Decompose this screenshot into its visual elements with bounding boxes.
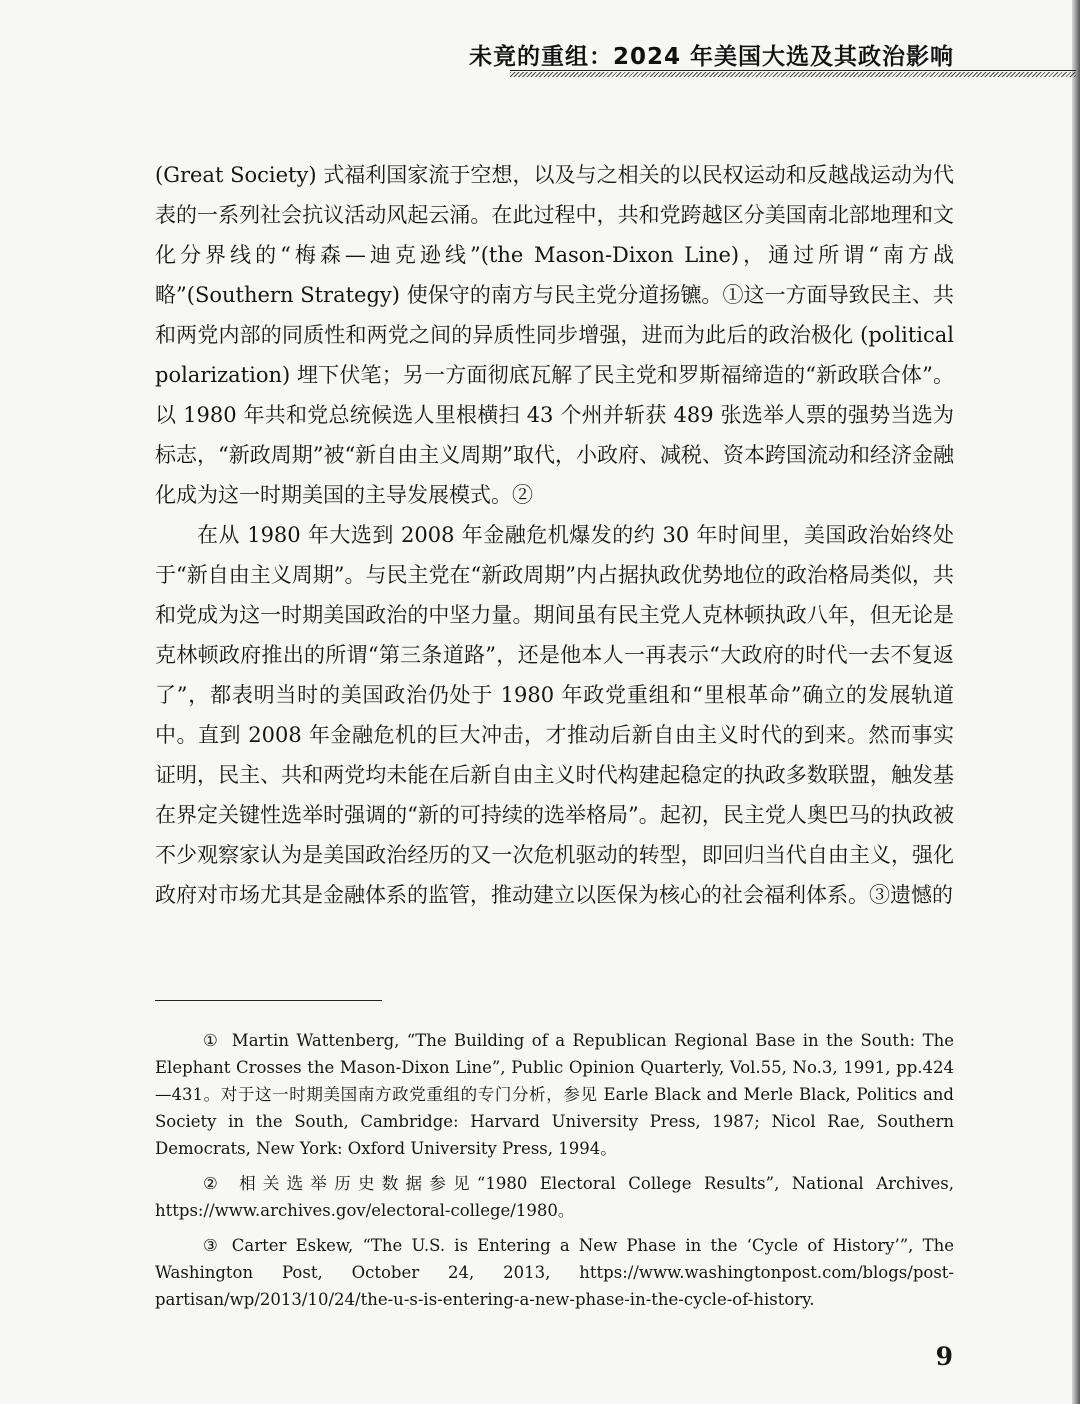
page-number: 9 [935, 1342, 953, 1371]
footnotes [155, 1027, 954, 1321]
footnote-3 [155, 1232, 954, 1313]
footnote-text: Carter Eskew, “The U.S. is Entering a New Phase in the ‘Cycle of History’”, The Washington Post, October 24, 2013, https://www.washingtonpost.com/blogs/post-partisan/wp/2013/10/24/the-u-s-is-entering-a-new-phase-in-the-cycle-of-history. [155, 1236, 954, 1309]
footnote-marker: ① [203, 1031, 218, 1050]
footnote-2 [155, 1170, 954, 1224]
footnote-marker: ③ [203, 1236, 218, 1255]
footnote-text: Martin Wattenberg, “The Building of a Republican Regional Base in the South: The Elephant Crosses the Mason-Dixon Line”, Public Opinion Quarterly, Vol.55, No.3, 1991, pp.424—431。对于这一时期美国南方政党重组的专门分析，参见 Earle Black and Merle Black, Politics and Society in the South, Cambridge: Harvard University Press, 1987; Nicol Rae, Southern Democrats, New York: Oxford University Press, 1994。 [155, 1031, 954, 1158]
main-text [155, 155, 954, 915]
footnote-separator [155, 1000, 382, 1001]
footnote-marker: ② [203, 1174, 218, 1193]
footnote-text: 相关选举历史数据参见“1980 Electoral College Results”, National Archives, https://www.archives.gov/electoral-college/1980。 [155, 1174, 954, 1220]
header-rule [510, 70, 1076, 77]
page-spine-shadow [1072, 0, 1080, 1404]
body-paragraph-1: (Great Society) 式福利国家流于空想，以及与之相关的以民权运动和反越战运动为代表的一系列社会抗议活动风起云涌。在此过程中，共和党跨越区分美国南北部地理和文化分界线的“梅森—迪克逊线”(the Mason-Dixon Line)，通过所谓“南方战略”(Southern Strategy) 使保守的南方与民主党分道扬镳。①这一方面导致民主、共和两党内部的同质性和两党之间的异质性同步增强，进而为此后的政治极化 (political polarization) 埋下伏笔；另一方面彻底瓦解了民主党和罗斯福缔造的“新政联合体”。以 1980 年共和党总统候选人里根横扫 43 个州并斩获 489 张选举人票的强势当选为标志，“新政周期”被“新自由主义周期”取代，小政府、减税、资本跨国流动和经济金融化成为这一时期美国的主导发展模式。② [155, 163, 954, 507]
footnote-1 [155, 1027, 954, 1162]
running-header-title: 未竟的重组：2024 年美国大选及其政治影响 [468, 44, 954, 70]
body-paragraph-2: 在从 1980 年大选到 2008 年金融危机爆发的约 30 年时间里，美国政治始终处于“新自由主义周期”。与民主党在“新政周期”内占据执政优势地位的政治格局类似，共和党成为这一时期美国政治的中坚力量。期间虽有民主党人克林顿执政八年，但无论是克林顿政府推出的所谓“第三条道路”，还是他本人一再表示“大政府的时代一去不复返了”，都表明当时的美国政治仍处于 1980 年政党重组和“里根革命”确立的发展轨道中。直到 2008 年金融危机的巨大冲击，才推动后新自由主义时代的到来。然而事实证明，民主、共和两党均未能在后新自由主义时代构建起稳定的执政多数联盟，触发基在界定关键性选举时强调的“新的可持续的选举格局”。起初，民主党人奥巴马的执政被不少观察家认为是美国政治经历的又一次危机驱动的转型，即回归当代自由主义，强化政府对市场尤其是金融体系的监管，推动建立以医保为核心的社会福利体系。③遗憾的 [155, 523, 954, 907]
